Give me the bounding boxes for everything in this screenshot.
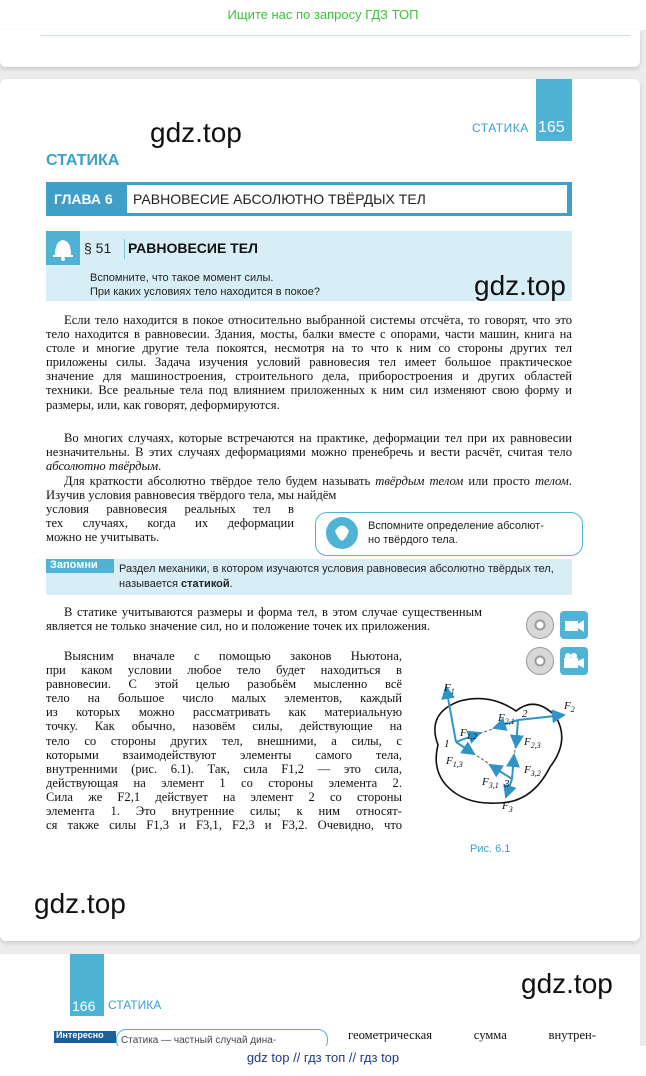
svg-text:F2,1: $F_{2,1}$ xyxy=(498,712,515,726)
paragraph-number: § 51 xyxy=(84,240,112,256)
svg-text:F1,3: $F_{1,3}$ xyxy=(446,755,463,769)
figure-caption: Рис. 6.1 xyxy=(470,843,511,855)
recall-definition-text: Вспомните определение абсолют- но твёрдого тела. xyxy=(368,520,544,546)
section-title: СТАТИКА xyxy=(46,152,120,169)
bell-icon xyxy=(46,231,80,265)
next-page-preview xyxy=(0,954,640,1046)
remember-text: Раздел механики, в котором изучаются условия равновесия абсолютно твёрдых тел, называется статикой. xyxy=(119,563,554,590)
bottom-links[interactable] xyxy=(0,1046,646,1076)
paragraph-5: Выясним вначале с помощью законов Ньютона, при каком условии любое тело будет находиться в равновесии. С этой целью разобьём мысленно всё тело на большое число малых элементов, каждый из которых можно рассматривать как материальную точку. Как обычно, назовём силы, действующие на тело со стороны других тел, внешними, а силы, с которыми взаимодействуют элементы самого тела, внутренними (рис. 6.1). Так, сила F1,2 — это сила, действующая на элемент 1 со стороны элемента 2. Сила же F2,1 действует на элемент 2 со стороны элемента 1. Это внутренние силы; к ним относят- ся также силы F1,3 и F3,1, F2,3 и F3,2. Очевидно, что xyxy=(46,649,402,833)
recall-definition-box xyxy=(315,512,583,556)
next-body-line: геометрическая сумма внутрен- xyxy=(348,1028,596,1042)
watermark: gdz.top xyxy=(34,888,126,919)
svg-text:F3,1: $F_{3,1}$ xyxy=(482,776,499,790)
chapter-label: ГЛАВА 6 xyxy=(54,191,113,207)
camera-icon[interactable] xyxy=(560,647,588,675)
watermark: gdz.top xyxy=(521,968,613,999)
paragraph-4: В статике учитываются размеры и форма тел, в этом случае существенным является не только значение сил, но и положение точек их приложения. xyxy=(46,605,482,634)
next-page-tab: 166 xyxy=(70,954,104,1016)
recall-questions: Вспомните, что такое момент силы. При каких условиях тело находится в покое? xyxy=(90,272,321,298)
svg-text:2: 2 xyxy=(522,708,528,720)
lightbulb-icon xyxy=(326,517,358,549)
svg-text:F3: $F_3$ xyxy=(502,800,513,814)
page-number: 165 xyxy=(538,119,565,136)
watermark: gdz.top xyxy=(150,117,242,148)
banner-text[interactable]: Ищите нас по запросу ГДЗ ТОП xyxy=(227,7,419,22)
page-number-tab xyxy=(536,79,572,141)
chapter-title: РАВНОВЕСИЕ АБСОЛЮТНО ТВЁРДЫХ ТЕЛ xyxy=(133,191,426,207)
svg-text:F2,3: $F_{2,3}$ xyxy=(524,736,541,750)
interesting-tag: Интересно xyxy=(54,1031,116,1043)
svg-text:F2: $F_2$ xyxy=(564,700,575,714)
remember-tag: Запомни xyxy=(46,559,114,573)
paragraph-2: Во многих случаях, которые встречаются на практике, деформации тел при их равновесии незначительны. В этих случаях деформациями можно пренебречь и вести расчёт, считая тело абсолютно твёрдым. xyxy=(46,431,572,474)
bottom-links-text[interactable]: gdz top // гдз топ // гдз top xyxy=(246,1050,400,1065)
top-banner[interactable] xyxy=(0,0,646,30)
svg-text:F1: $F_1$ xyxy=(444,682,455,696)
textbook-page xyxy=(0,79,640,941)
svg-text:3: 3 xyxy=(504,778,510,790)
previous-page-edge xyxy=(0,30,640,67)
figure-6-1 xyxy=(420,675,586,831)
cd-icon[interactable] xyxy=(526,611,554,639)
video-icon[interactable] xyxy=(560,611,588,639)
next-running-head: СТАТИКА xyxy=(108,998,162,1012)
chapter-header xyxy=(46,182,572,216)
running-head: СТАТИКА xyxy=(472,121,529,135)
remember-box xyxy=(46,559,572,595)
svg-text:F3,2: $F_{3,2}$ xyxy=(524,764,541,778)
paragraph-3: Для краткости абсолютно твёрдое тело будем называть твёрдым телом или просто телом. Изучив условия равновесия твёрдого тела, мы найдём xyxy=(46,474,572,503)
interesting-box: Статика — частный случай дина- xyxy=(116,1029,328,1046)
watermark: gdz.top xyxy=(474,270,566,301)
paragraph-title: РАВНОВЕСИЕ ТЕЛ xyxy=(128,240,258,256)
paragraph-1: Если тело находится в покое относительно выбранной системы отсчёта, то говорят, что это тело находится в равновесии. Здания, мосты, балки вместе с опорами, части машин, книга на столе и многие другие тела покоятся, несмотря на то что к ним со стороны других тел приложены силы. Задача изучения условий равновесия тел имеет большое практическое значение для машиностроения, строительного дела, приборостроения и других областей техники. Все реальные тела под влиянием приложенных к ним сил изменяют свою форму и размеры, или, как говорят, деформируются. xyxy=(46,313,572,412)
svg-text:F1,2: $F_{1,2}$ xyxy=(460,727,477,741)
paragraph-3-cont: условия равновесия реальных тел в тех случаях, когда их деформации можно не учитывать. xyxy=(46,502,294,545)
cd-icon[interactable] xyxy=(526,647,554,675)
svg-text:1: 1 xyxy=(444,738,450,750)
